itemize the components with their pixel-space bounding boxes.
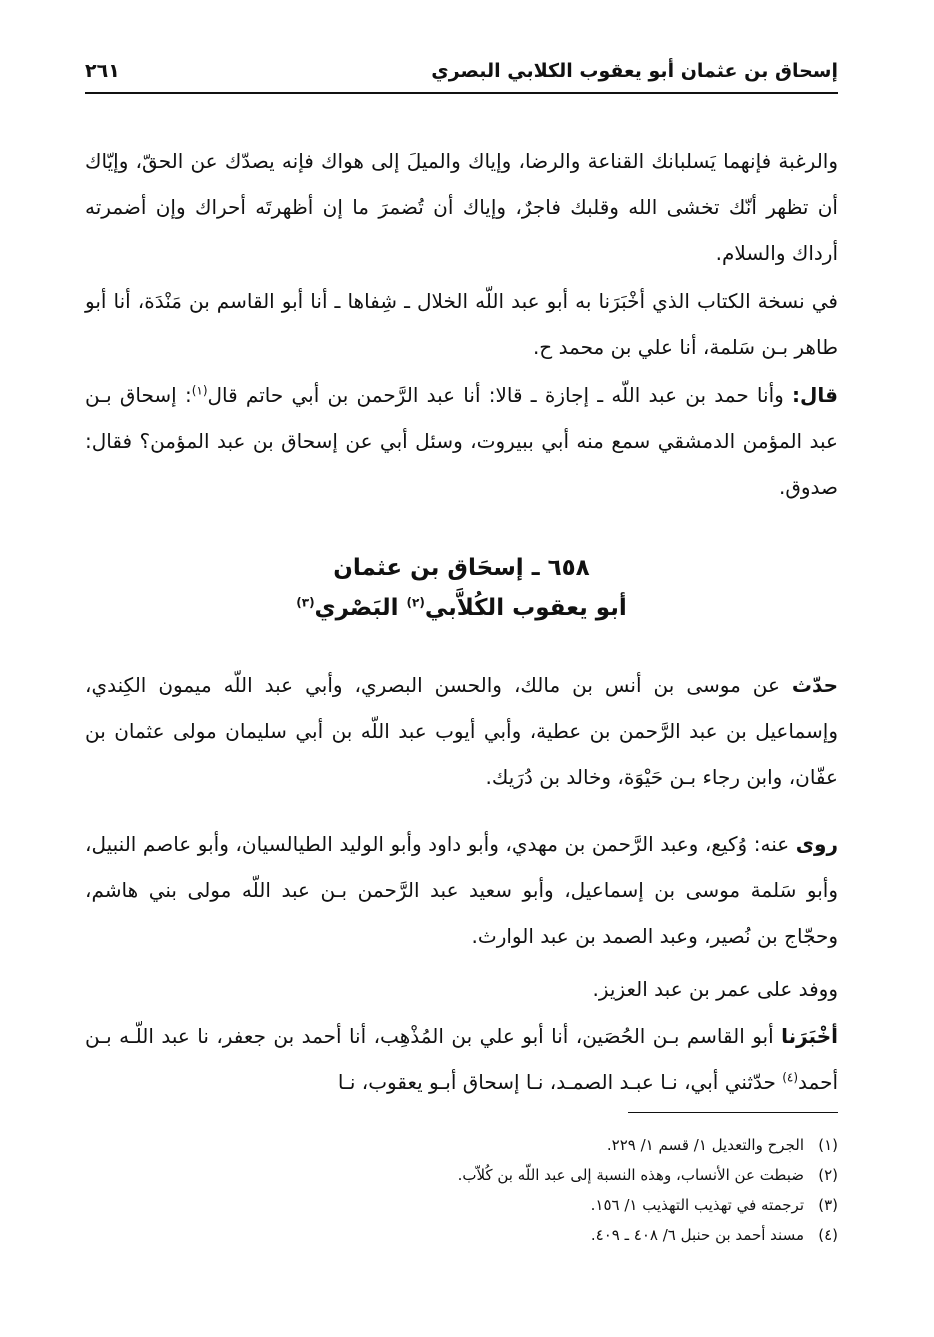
paragraph-lead-word: روى (795, 832, 838, 856)
paragraph-lead-word: قال: (792, 383, 838, 407)
paragraph-wafada: ووفد على عمر بن عبد العزيز. (592, 977, 838, 1001)
paragraph-rawa (85, 821, 838, 959)
footnote-number: (٢) (818, 1166, 838, 1184)
paragraph-lead-word: أخْبَرَنا (781, 1024, 838, 1048)
paragraph-text: عن موسى بن أنس بن مالك، والحسن البصري، وأبي عبد اللّه ميمون الكِندي، وإسماعيل بن عبد الرَّحمن بن عطية، وأبي أيوب عبد اللّه بن أبي سليمان مولى عثمان بن عفّان، وابن رجاء بـن حَيْوَة، وخالد بن دُرَيك. (85, 673, 838, 789)
paragraph-haddatha (85, 662, 838, 800)
entry-heading-line1: ٦٥٨ ـ إسحَاق بن عثمان (333, 555, 590, 581)
footnote-number: (٣) (818, 1196, 838, 1214)
footnote-text: ترجمته في تهذيب التهذيب ١/ ١٥٦. (590, 1196, 804, 1214)
paragraph-qala (85, 372, 838, 510)
footnote-number: (١) (818, 1136, 838, 1154)
running-header (85, 58, 838, 94)
page-number: ٢٦١ (85, 60, 120, 82)
paragraph-continuation: والرغبة فإنهما يَسلبانك القناعة والرضا، وإياك والميلَ إلى هواك فإنه يصدّك عن الحقّ، وإيّاك أن تظهر أنّك تخشى الله وقلبك فاجرٌ، وإياك أن تُضمرَ ما إن أظهرتَه أحراك وإن أضمرته أرداك والسلام. (85, 149, 838, 265)
footnote-item (85, 1130, 838, 1160)
paragraph-text: وأنا حمد بن عبد اللّه ـ إجازة ـ قالا: أنا عبد الرَّحمن بن أبي حاتم قال (207, 383, 793, 407)
paragraph-text: أبو القاسم بـن الحُصَين، أنا أبو علي بن المُذْهِب، أنا أحمد بن جعفر، نا عبد اللّـه بـن أحمد (85, 1024, 838, 1094)
paragraph-text: : إسحاق بـن عبد المؤمن الدمشقي سمع منه أبي ببيروت، وسئل أبي عن إسحاق بن عبد المؤمن؟ فقال: صدوق. (85, 383, 838, 499)
footnote-marker: (٢) (406, 595, 425, 610)
footnotes-list (85, 1130, 838, 1250)
running-header-title: إسحاق بن عثمان أبو يعقوب الكلابي البصري (431, 60, 838, 82)
entry-heading-text: البَصْري (314, 595, 407, 621)
footnote-marker: (٤) (782, 1070, 799, 1085)
paragraph-transmission-chain: في نسخة الكتاب الذي أخْبَرَنا به أبو عبد اللّه الخلال ـ شِفاها ـ أنا أبو القاسم بن مَنْدَة، أنا أبو طاهر بـن سَلمة، أنا علي بن محمد ح. (85, 289, 838, 359)
footnote-text: الجرح والتعديل ١/ قسم ١/ ٢٢٩. (606, 1136, 804, 1154)
footnote-marker: (٣) (296, 595, 315, 610)
footnote-text: ضبطت عن الأنساب، وهذه النسبة إلى عبد اللّه بن كُلاّب. (457, 1166, 804, 1184)
footnote-marker: (١) (191, 383, 208, 398)
footnote-text: مسند أحمد بن حنبل ٦/ ٤٠٨ ـ ٤٠٩. (590, 1226, 804, 1244)
entry-heading-line2 (85, 588, 838, 628)
paragraph-text: حدّثني أبي، نـا عبـد الصمـد، نـا إسحاق أبـو يعقوب، نـا (337, 1070, 783, 1094)
entry-heading-text: أبو يعقوب الكُلاَّبي (424, 595, 627, 621)
paragraph-lead-word: حدّث (791, 673, 838, 697)
footnote-number: (٤) (818, 1226, 838, 1244)
paragraph-akhbarana (85, 1013, 838, 1105)
paragraph-text: عنه: وُكيع، وعبد الرَّحمن بن مهدي، وأبو داود وأبو الوليد الطيالسيان، وأبو عاصم النبيل، وأبو سَلمة موسى بن إسماعيل، وأبو سعيد عبد الرَّحمن بـن عبد اللّه مولى بني هاشم، وحجّاج بن نُصير، وعبد الصمد بن عبد الوارث. (85, 832, 838, 948)
footnote-item (85, 1190, 838, 1220)
footnote-item (85, 1160, 838, 1190)
footnote-item (85, 1220, 838, 1250)
footnote-divider (628, 1112, 838, 1113)
